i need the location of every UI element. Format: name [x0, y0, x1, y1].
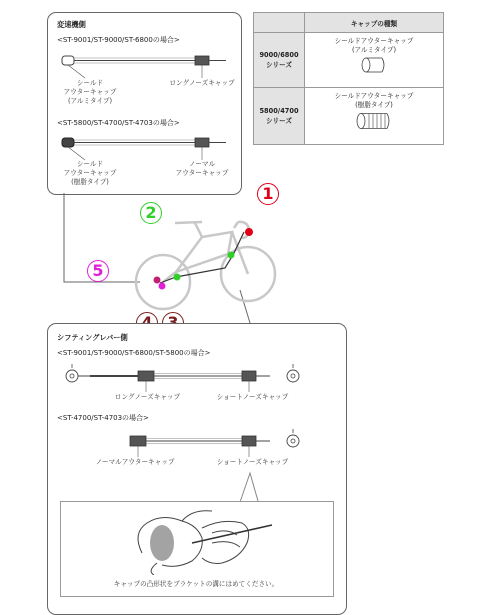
lever-group1-label: <ST-9001/ST-9000/ST-6800/ST-5800の場合>	[57, 349, 211, 357]
derailleur-group1-label: <ST-9001/ST-9000/ST-6800の場合>	[57, 36, 180, 44]
short-nose-cap-label-1: ショートノーズキャップ	[216, 393, 289, 401]
shield-cap-resin-label: シールド アウターキャップ (樹脂タイプ)	[63, 160, 117, 186]
short-nose-cap-label-2: ショートノーズキャップ	[216, 458, 289, 466]
marker-dot-red	[245, 228, 253, 236]
table-row-5800-cap: シールドアウターキャップ (樹脂タイプ)	[305, 88, 444, 145]
marker-dot-green-rear	[174, 274, 181, 281]
table-row-5800-head: 5800/4700 シリーズ	[254, 88, 305, 145]
marker-dot-magenta	[159, 283, 166, 290]
marker-1-icon: 1	[257, 183, 279, 205]
marker-dot-green-front	[228, 252, 235, 259]
derailleur-group2-label: <ST-5800/ST-4700/ST-4703の場合>	[57, 119, 180, 127]
marker-5-icon: 5	[87, 260, 109, 282]
marker-dot-maroon	[154, 277, 161, 284]
table-row-9000-head: 9000/6800 シリーズ	[254, 33, 305, 88]
marker-2-icon: 2	[140, 202, 162, 224]
normal-outer-cap-label-top: ノーマル アウターキャップ	[175, 160, 229, 177]
bracket-note-text: キャップの凸形状をブラケットの溝にはめてください。	[113, 580, 279, 588]
lever-leader-lines-1	[60, 378, 310, 394]
long-nose-cap-label-top: ロングノーズキャップ	[169, 79, 235, 87]
bracket-hand-illustration	[62, 503, 330, 575]
shield-cap-alu-label: シールド アウターキャップ (アルミタイプ)	[63, 79, 117, 105]
table-row-9000-cap: シールドアウターキャップ (アルミタイプ)	[305, 33, 444, 88]
lever-group2-label: <ST-4700/ST-4703の場合>	[57, 414, 149, 422]
long-nose-cap-label-bottom: ロングノーズキャップ	[114, 393, 181, 401]
derailleur-side-title: 変速機側	[57, 20, 86, 29]
shift-lever-side-title: シフティングレバー側	[57, 333, 128, 342]
lever-leader-lines-2	[60, 443, 310, 459]
table-header-cap-type: キャップの種類	[305, 13, 444, 33]
normal-outer-cap-label-bottom: ノーマルアウターキャップ	[95, 458, 175, 466]
